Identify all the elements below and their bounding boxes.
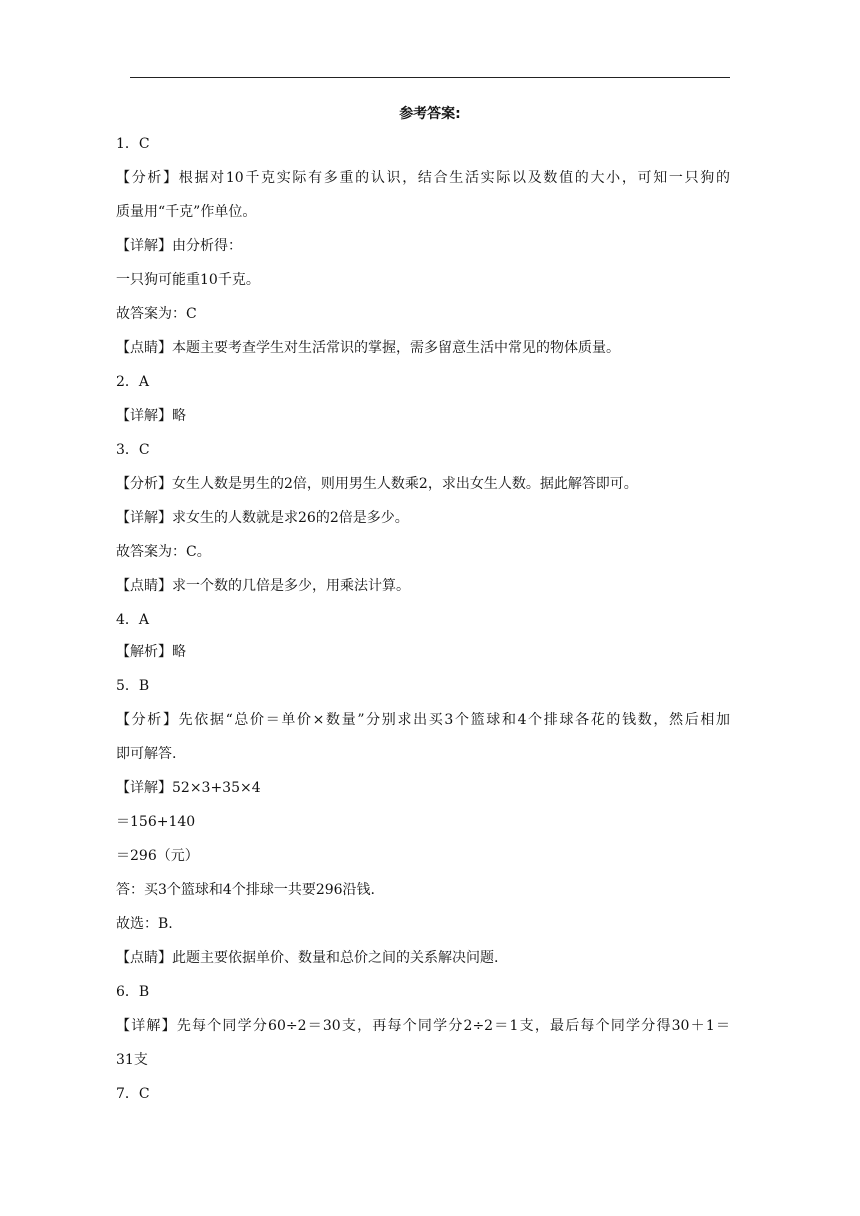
text-line: 2．A	[116, 374, 150, 390]
text-line: 【详解】52×3+35×4	[116, 780, 261, 796]
text-line: ＝296（元）	[116, 848, 199, 864]
text-line: 【详解】求女生的人数就是求26的2倍是多少。	[116, 510, 409, 526]
text-line: 【分析】女生人数是男生的2倍，则用男生人数乘2，求出女生人数。据此解答即可。	[116, 476, 638, 492]
header-rule	[130, 77, 730, 78]
text-line: ＝156+140	[116, 814, 196, 830]
text-line: 【点睛】求一个数的几倍是多少，用乘法计算。	[116, 578, 410, 594]
text-line: 3．C	[116, 442, 150, 458]
text-line: 【分析】先依据“总价＝单价×数量”分别求出买3个篮球和4个排球各花的钱数，然后相加	[116, 712, 730, 728]
text-line: 【点睛】此题主要依据单价、数量和总价之间的关系解决问题.	[116, 950, 499, 966]
text-line: 【点睛】本题主要考查学生对生活常识的掌握，需多留意生活中常见的物体质量。	[116, 340, 620, 356]
page-title: 参考答案:	[399, 106, 461, 122]
text-line: 故答案为：C	[116, 306, 197, 322]
text-line: 6．B	[116, 984, 150, 1000]
text-line: 1．C	[116, 136, 150, 152]
text-line: 即可解答.	[116, 746, 177, 762]
text-line: 答：买3个篮球和4个排球一共要296沿钱.	[116, 882, 375, 898]
text-line: 【详解】由分析得：	[116, 238, 242, 254]
text-line: 故选：B.	[116, 916, 173, 932]
text-line: 【解析】略	[116, 644, 186, 660]
text-line: 质量用“千克”作单位。	[116, 204, 257, 220]
text-line: 4．A	[116, 612, 150, 628]
text-line: 【分析】根据对10千克实际有多重的认识，结合生活实际以及数值的大小，可知一只狗的	[116, 170, 730, 186]
text-line: 【详解】先每个同学分60÷2＝30支，再每个同学分2÷2＝1支，最后每个同学分得30＋1＝	[116, 1018, 730, 1034]
text-line: 31支	[116, 1052, 148, 1068]
text-line: 故答案为：C。	[116, 544, 211, 560]
text-line: 5．B	[116, 678, 150, 694]
text-line: 一只狗可能重10千克。	[116, 272, 260, 288]
text-line: 【详解】略	[116, 408, 186, 424]
text-line: 7．C	[116, 1086, 150, 1102]
